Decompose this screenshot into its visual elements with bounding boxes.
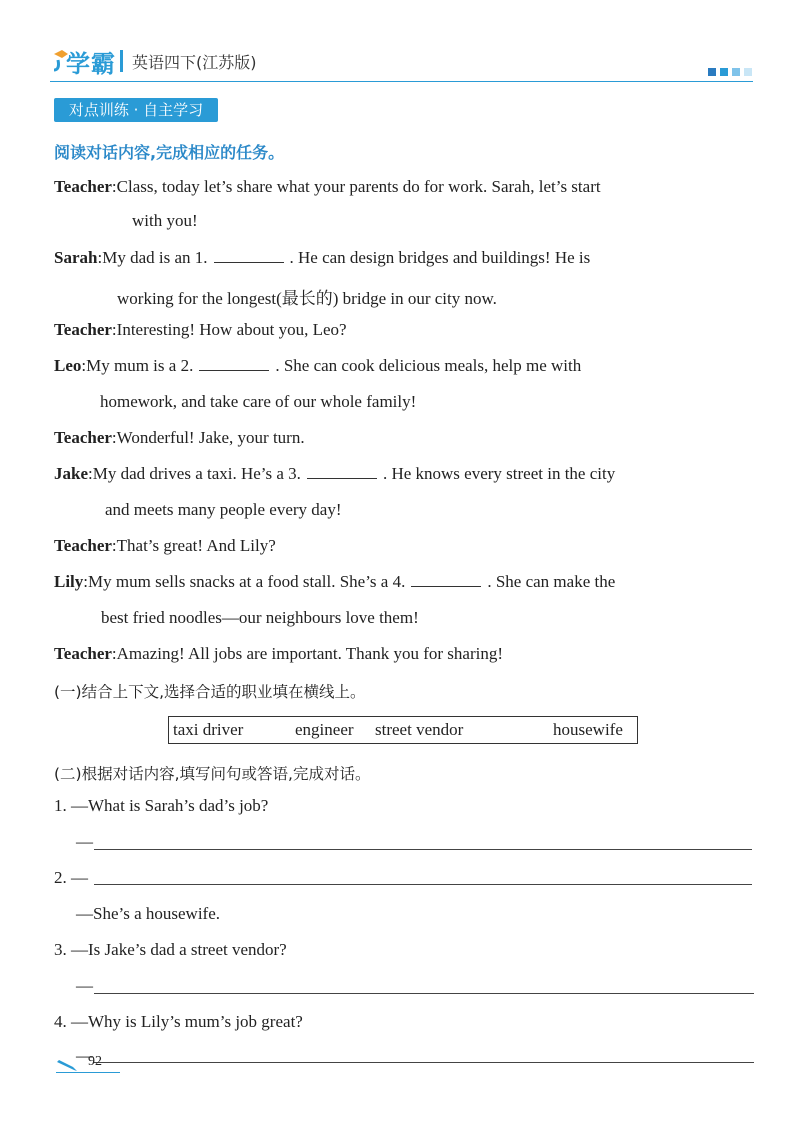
task-instruction: 阅读对话内容,完成相应的任务。 (54, 143, 285, 162)
answer-line-1[interactable] (94, 849, 752, 850)
word-bank-item: street vendor (375, 720, 464, 739)
dialogue-continuation: best fried noodles—our neighbours love them! (101, 608, 419, 627)
dialogue-line: Jake:My dad drives a taxi. He’s a 3. . He knows every street in the city (54, 464, 616, 483)
header-square-icon (744, 68, 752, 76)
dialogue-continuation: homework, and take care of our whole family! (100, 392, 417, 411)
answer-blank[interactable] (411, 572, 481, 587)
answer-line-4[interactable] (94, 1062, 754, 1063)
header-square-icon (732, 68, 740, 76)
word-bank-item: taxi driver (173, 720, 244, 739)
header-square-icon (720, 68, 728, 76)
answer-dash: — (76, 1046, 93, 1065)
answer-line-2[interactable] (94, 884, 752, 885)
footer-rule (56, 1072, 120, 1073)
answer-dash: — (76, 832, 93, 851)
dialogue-line: Teacher:Amazing! All jobs are important. Thank you for sharing! (54, 644, 504, 663)
part1-heading: (一)结合上下文,选择合适的职业填在横线上。 (54, 683, 366, 701)
dialogue-line: Teacher:Wonderful! Jake, your turn. (54, 428, 305, 447)
page-number: 92 (88, 1054, 102, 1069)
answer-blank[interactable] (307, 464, 377, 479)
dialogue-line: Lily:My mum sells snacks at a food stall. She’s a 4. . She can make the (54, 572, 616, 591)
book-title: 英语四下(江苏版) (132, 53, 257, 72)
word-bank-item: engineer (295, 720, 354, 739)
section-tag: 对点训练 · 自主学习 (54, 98, 218, 122)
dialogue-line: Teacher:That’s great! And Lily? (54, 536, 276, 555)
answer-line-3[interactable] (94, 993, 754, 994)
question-2-number: 2. — (54, 868, 88, 887)
question-2-answer: —She’s a housewife. (76, 904, 221, 923)
question-4: 4. —Why is Lily’s mum’s job great? (54, 1012, 303, 1031)
brand-logo: 学霸 (66, 50, 116, 78)
dialogue-line: Sarah:My dad is an 1. . He can design bridges and buildings! He is (54, 248, 591, 267)
answer-blank[interactable] (199, 356, 269, 371)
header-divider (120, 50, 123, 72)
dialogue-line: Teacher:Class, today let’s share what your parents do for work. Sarah, let’s start (54, 177, 601, 196)
dialogue-line: Leo:My mum is a 2. . She can cook delicious meals, help me with (54, 356, 582, 375)
question-1: 1. —What is Sarah’s dad’s job? (54, 796, 269, 815)
word-bank (168, 716, 638, 744)
answer-blank[interactable] (214, 248, 284, 263)
header-square-icon (708, 68, 716, 76)
pencil-icon (56, 1060, 78, 1072)
word-bank-item: housewife (553, 720, 623, 739)
dialogue-continuation: working for the longest(最长的) bridge in our city now. (117, 289, 497, 308)
question-3: 3. —Is Jake’s dad a street vendor? (54, 940, 287, 959)
part2-heading: (二)根据对话内容,填写问句或答语,完成对话。 (54, 765, 371, 783)
answer-dash: — (76, 976, 93, 995)
dialogue-line: Teacher:Interesting! How about you, Leo? (54, 320, 347, 339)
dialogue-continuation: with you! (132, 211, 198, 230)
header-rule (50, 81, 753, 82)
dialogue-continuation: and meets many people every day! (105, 500, 342, 519)
